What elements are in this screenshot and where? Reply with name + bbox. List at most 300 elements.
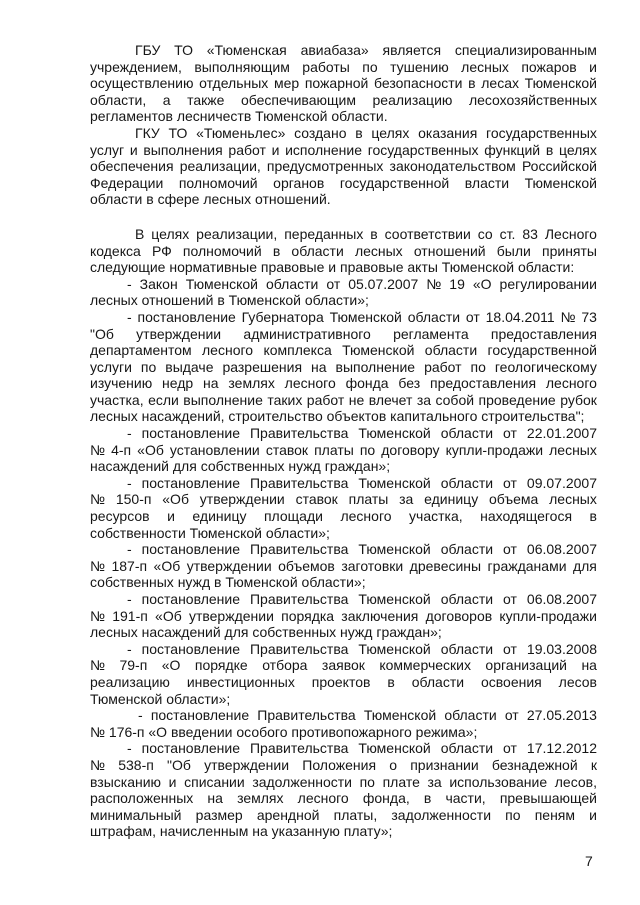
word: и: [129, 141, 138, 158]
word: отбора: [262, 657, 308, 674]
word: «Тюменьлес»: [196, 124, 286, 141]
text-line: [90, 491, 597, 508]
word: постановление: [141, 474, 240, 491]
word: области: [440, 740, 494, 757]
text-line: [90, 276, 597, 293]
text-line: регламентов лесничеств Тюменской области.: [90, 108, 388, 125]
word: 73: [581, 308, 597, 325]
page-number: 7: [585, 853, 593, 869]
word: порядке: [194, 657, 248, 674]
text-line: [90, 608, 597, 625]
word: от: [326, 275, 341, 292]
word: выполняющим: [194, 58, 290, 75]
word: -: [127, 591, 132, 607]
word: лесных: [354, 242, 403, 259]
text-line: № 176-п «О введении особого противопожарного режима»;: [90, 723, 478, 740]
word: «Об: [137, 441, 164, 458]
word: постановление: [137, 308, 236, 325]
word: работы: [302, 58, 350, 75]
text-line: [90, 641, 597, 658]
word: «Об: [153, 557, 181, 574]
paragraph-gbu-aviabaza: [90, 42, 597, 125]
word: от: [503, 474, 517, 491]
word: Лесного: [544, 225, 597, 242]
word: лесов: [558, 673, 597, 690]
text-line: [90, 375, 597, 392]
word: размер: [195, 806, 243, 823]
text-line: [90, 674, 597, 691]
word: услуги: [90, 358, 132, 375]
word: №: [560, 308, 576, 325]
text-line: [90, 757, 597, 774]
word: собой: [435, 391, 475, 408]
word: постановление: [150, 707, 250, 724]
word: целях: [151, 225, 190, 242]
text-line: Тюменской области»;: [90, 690, 231, 707]
list-item-resolution-4p: [90, 425, 597, 475]
word: осуществлению: [90, 75, 194, 92]
word: исполнение: [285, 141, 362, 158]
word: постановление: [141, 740, 240, 757]
word: в: [355, 124, 363, 141]
word: «Тюменская: [206, 42, 287, 58]
word: «О: [472, 275, 492, 292]
word: №: [90, 657, 106, 674]
text-line: [90, 142, 597, 159]
word: -: [127, 640, 132, 657]
word: по: [359, 773, 375, 790]
text-line: лесных насаждений, строительство объектов капитального строительства";: [90, 408, 585, 425]
word: №: [90, 491, 106, 508]
word: ставок: [265, 441, 309, 458]
word: утверждении: [188, 607, 274, 624]
word: ТО: [174, 42, 193, 58]
text-line: [90, 175, 597, 192]
word: области,: [90, 91, 147, 108]
word: лесных: [549, 441, 597, 458]
word: лесных: [549, 491, 597, 508]
word: государственных: [367, 141, 479, 158]
word: Российской: [521, 158, 597, 175]
word: приняты: [542, 242, 597, 259]
word: 150-п: [115, 491, 152, 508]
word: и: [589, 58, 597, 75]
word: плате: [382, 773, 420, 790]
word: выдаче: [165, 358, 214, 375]
word: 05.07.2007: [348, 275, 419, 292]
word: Тюменской: [358, 640, 431, 657]
word: 187-п: [111, 557, 148, 574]
word: области: [440, 425, 494, 442]
word: выполнение: [183, 391, 263, 408]
paragraph-gku-tyumenles: [90, 125, 597, 208]
word: за: [399, 491, 414, 508]
word: 19: [449, 275, 465, 292]
word: влечет: [368, 391, 413, 408]
word: отношений: [413, 242, 486, 259]
text-line: насаждений для собственных нужд граждан»;: [90, 458, 391, 475]
word: оказания: [418, 124, 478, 141]
word: разрешения: [222, 358, 303, 375]
word: на: [203, 375, 219, 392]
word: за: [427, 773, 442, 790]
word: обеспечивающим: [240, 91, 356, 108]
word: области: [444, 707, 497, 724]
word: РФ: [151, 242, 172, 259]
word: области: [440, 541, 494, 558]
word: законодательством: [389, 158, 516, 175]
word: древесины: [409, 557, 482, 574]
word: и: [271, 141, 280, 158]
word: авиабаза»: [300, 42, 369, 58]
word: купли-продажи: [499, 607, 597, 624]
word: о: [389, 756, 398, 773]
word: превышающей: [499, 790, 597, 807]
word: ст.: [499, 225, 516, 242]
word: постановление: [141, 541, 240, 558]
word: на: [311, 358, 327, 375]
word: "Об: [167, 756, 191, 773]
word: также: [187, 91, 225, 108]
word: заявок: [321, 657, 365, 674]
word: №: [426, 275, 442, 292]
word: ТО: [168, 124, 188, 141]
word: услуг: [90, 141, 125, 158]
word: №: [90, 557, 106, 574]
word: Тюменской: [524, 75, 597, 92]
list-item-law-19: [90, 276, 597, 309]
word: Тюменской: [185, 275, 258, 292]
text-line: [90, 657, 597, 674]
word: работ: [424, 358, 462, 375]
word: области: [407, 308, 461, 325]
word: безопасности: [373, 75, 463, 92]
word: тушению: [390, 58, 449, 75]
text-line: [90, 541, 597, 558]
text-line: области в сфере лесных отношений.: [90, 191, 331, 208]
word: без: [398, 375, 421, 392]
word: Тюменской: [524, 174, 597, 191]
word: Правительства: [249, 591, 349, 607]
word: гражданами: [487, 557, 567, 574]
word: отдельных: [199, 75, 269, 92]
word: полномочий: [178, 174, 258, 191]
word: власти: [464, 174, 510, 191]
text-line: [90, 158, 597, 175]
word: государственной: [339, 174, 450, 191]
word: создано: [294, 124, 347, 141]
word: платы: [348, 491, 389, 508]
word: договору: [381, 441, 440, 458]
word: 191-п: [112, 607, 148, 624]
word: области: [440, 640, 494, 657]
word: арендной: [256, 806, 320, 823]
text-line: [90, 359, 597, 376]
paragraph-legal-acts-intro: [90, 226, 597, 276]
word: по: [359, 441, 376, 458]
word: целях: [558, 141, 597, 158]
word: лесного: [545, 375, 597, 392]
word: предоставления: [429, 375, 537, 392]
text-line: лесных отношений в Тюменской области»;: [90, 292, 369, 309]
word: административного: [243, 325, 371, 342]
word: заключения: [341, 607, 419, 624]
word: В: [135, 225, 145, 242]
word: по: [505, 806, 521, 823]
word: государственных: [486, 124, 597, 141]
word: части,: [445, 790, 486, 807]
word: находящегося: [480, 508, 573, 525]
text-line: [90, 42, 597, 59]
word: -: [138, 707, 143, 724]
list-item-resolution-538p: [90, 740, 597, 840]
text-line: собственных нужд в Тюменской области»;: [90, 574, 366, 591]
word: за: [416, 391, 432, 408]
word: постановление: [141, 425, 240, 442]
word: Тюменской: [329, 308, 402, 325]
word: комплекса: [263, 342, 332, 359]
word: Правительства: [249, 541, 349, 558]
word: таких: [267, 391, 303, 408]
word: объема: [489, 491, 539, 508]
word: №: [90, 441, 106, 458]
text-line: [90, 774, 597, 791]
word: от: [503, 591, 517, 607]
word: Тюменской: [358, 591, 431, 607]
word: 06.08.2007: [526, 541, 597, 558]
word: пеням: [534, 806, 576, 823]
word: и: [589, 806, 597, 823]
word: области: [440, 474, 494, 491]
word: мер: [273, 75, 300, 92]
legal-acts-list: [90, 276, 597, 840]
word: соответствии: [384, 225, 471, 242]
word: в: [370, 225, 378, 242]
word: участка,: [409, 508, 463, 525]
word: в: [545, 141, 554, 158]
word: платы,: [333, 806, 378, 823]
word: лесного: [297, 790, 349, 807]
word: платы: [314, 441, 354, 458]
word: -: [127, 275, 132, 292]
word: 19.03.2008: [526, 640, 597, 657]
word: реализацию: [372, 91, 453, 108]
word: пожаров: [521, 58, 577, 75]
list-item-resolution-187p: [90, 541, 597, 591]
word: выполнения: [143, 141, 223, 158]
word: Положения: [302, 756, 377, 773]
word: Правительства: [249, 425, 349, 442]
word: -: [127, 425, 132, 442]
word: органов: [273, 174, 325, 191]
word: расположенных: [90, 790, 194, 807]
word: единицу: [424, 491, 479, 508]
word: в: [387, 673, 395, 690]
word: лесохозяйственных: [468, 91, 597, 108]
list-item-governor-resolution-73: [90, 309, 597, 425]
word: -: [127, 308, 132, 325]
word: области: [411, 673, 465, 690]
text-line: штрафам, начисленным на указанную плату»;: [90, 823, 393, 840]
word: утверждении: [186, 557, 272, 574]
word: 538-п: [118, 756, 154, 773]
word: порядка: [281, 607, 335, 624]
word: ставок: [295, 491, 338, 508]
word: «Об: [162, 491, 189, 508]
word: области: [440, 591, 494, 607]
word: ГБУ: [135, 42, 161, 58]
word: минимальный: [90, 806, 182, 823]
word: объемов: [278, 557, 335, 574]
word: 27.05.2013: [526, 707, 597, 724]
text-line: [90, 59, 597, 76]
word: работ: [306, 391, 345, 408]
word: договоров: [425, 607, 493, 624]
word: 18.04.2011: [485, 308, 555, 325]
word: ресурсов: [90, 508, 150, 525]
word: «О: [161, 657, 181, 674]
text-line: [90, 707, 597, 724]
word: области: [291, 242, 344, 259]
word: купли-продажи: [445, 441, 544, 458]
text-line: [90, 92, 597, 109]
list-item-resolution-150p: [90, 475, 597, 541]
word: кодекса: [90, 242, 141, 259]
word: фонда: [345, 375, 389, 392]
word: Тюменской: [342, 342, 415, 359]
word: Губернатора: [241, 308, 324, 325]
word: Тюменской: [358, 541, 431, 558]
word: утверждении: [204, 756, 290, 773]
word: лесных: [461, 58, 509, 75]
word: безнадежной: [491, 756, 578, 773]
word: к: [590, 756, 597, 773]
word: освоения: [480, 673, 542, 690]
word: Тюменской: [358, 740, 431, 757]
text-line: [90, 243, 597, 260]
word: проведение: [478, 391, 556, 408]
text-line: [90, 740, 597, 757]
word: специализированным: [454, 42, 597, 58]
word: в: [589, 508, 597, 525]
text-line: [90, 591, 597, 608]
word: единицу: [192, 508, 247, 525]
word: реализации,: [179, 158, 261, 175]
word: области: [265, 275, 319, 292]
word: регулировании: [499, 275, 597, 292]
word: со: [477, 225, 493, 242]
word: целях: [371, 124, 410, 141]
word: по: [362, 58, 378, 75]
word: лесного: [284, 375, 336, 392]
word: установлении: [169, 441, 260, 458]
word: коммерческих: [379, 657, 471, 674]
text-line: собственности Тюменской области»;: [90, 524, 330, 541]
word: рубок: [560, 391, 597, 408]
word: Тюменской: [358, 425, 431, 442]
word: для: [572, 557, 597, 574]
word: реализации,: [196, 225, 278, 242]
text-line: следующие нормативные правовые и правовые акты Тюменской области:: [90, 259, 575, 276]
word: признании: [410, 756, 479, 773]
word: "Об: [90, 325, 114, 342]
word: 06.08.2007: [526, 591, 597, 607]
word: -: [127, 740, 132, 757]
text-line: [90, 326, 597, 343]
text-line: лесных насаждений для собственных нужд граждан»;: [90, 624, 442, 641]
word: -: [127, 474, 132, 491]
list-item-resolution-176p: [90, 707, 597, 740]
word: Тюменской: [358, 474, 431, 491]
word: от: [504, 707, 519, 724]
word: организаций: [485, 657, 567, 674]
word: выполнение: [335, 358, 416, 375]
word: регламента: [393, 325, 469, 342]
word: и: [167, 508, 175, 525]
word: от: [503, 541, 517, 558]
word: от: [503, 640, 517, 657]
word: лесов,: [554, 773, 597, 790]
word: постановление: [141, 640, 240, 657]
document-body: [90, 42, 597, 840]
word: 09.07.2007: [526, 474, 597, 491]
word: Федерации: [90, 174, 164, 191]
word: №: [90, 756, 106, 773]
word: учреждением,: [90, 58, 182, 75]
word: не: [348, 391, 365, 408]
word: проектов: [311, 673, 371, 690]
word: предоставления: [490, 325, 597, 342]
word: по: [140, 358, 157, 375]
word: Тюменской: [363, 707, 437, 724]
word: 22.01.2007: [526, 425, 597, 442]
word: по: [470, 358, 486, 375]
word: заготовки: [341, 557, 404, 574]
word: в: [272, 242, 281, 259]
word: утверждении: [136, 325, 222, 342]
word: на: [207, 790, 223, 807]
word: 17.12.2012: [526, 740, 597, 757]
word: инвестиционных: [186, 673, 295, 690]
word: является: [382, 42, 442, 58]
word: взысканию: [90, 773, 162, 790]
word: землях: [237, 790, 284, 807]
word: 79-п: [119, 657, 148, 674]
word: ГКУ: [135, 124, 160, 141]
word: Правительства: [249, 740, 349, 757]
word: и: [168, 773, 177, 790]
word: реализацию: [90, 673, 170, 690]
word: участка,: [90, 391, 144, 408]
word: землях: [228, 375, 275, 392]
word: предусмотренных: [266, 158, 384, 175]
text-line: [90, 442, 597, 459]
word: «Об: [155, 607, 182, 624]
word: от: [465, 308, 480, 325]
text-line: [90, 558, 597, 575]
text-line: [90, 475, 597, 492]
word: задолженности: [252, 773, 352, 790]
word: области: [424, 342, 478, 359]
word: от: [503, 425, 517, 442]
word: от: [503, 740, 517, 757]
word: лесного: [340, 508, 392, 525]
word: постановление: [141, 591, 240, 607]
word: Правительства: [249, 640, 349, 657]
word: Правительства: [257, 707, 356, 724]
word: работ: [228, 141, 266, 158]
list-item-resolution-191p: [90, 591, 597, 641]
